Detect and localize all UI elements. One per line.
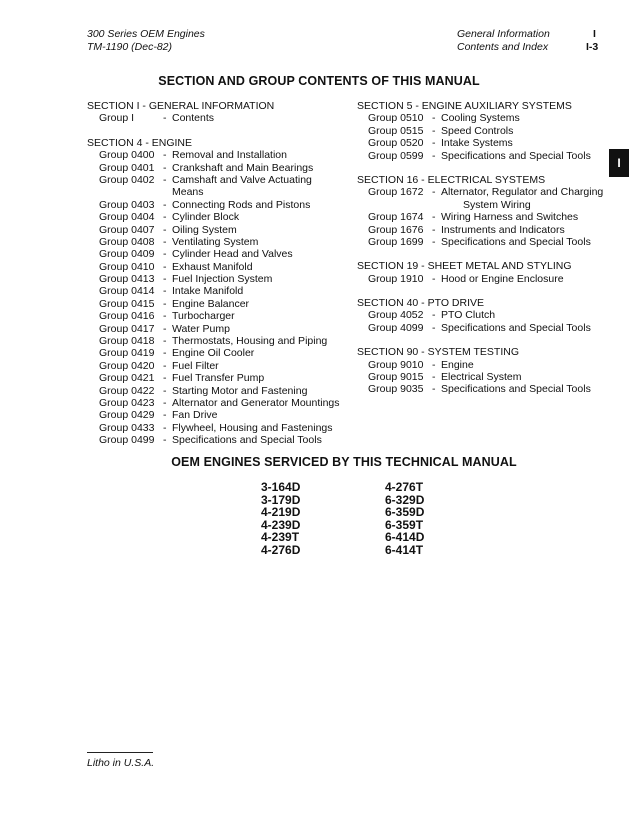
group-number: Group 0414	[99, 285, 155, 298]
dash-separator: -	[163, 149, 167, 162]
engine-model: 6-414D	[385, 530, 425, 545]
group-number: Group 0404	[99, 211, 155, 224]
engine-model: 6-359D	[385, 505, 425, 520]
group-number: Group 0400	[99, 149, 155, 162]
group-title: Engine Balancer	[172, 297, 250, 310]
contents-row	[357, 112, 607, 124]
group-title-continued: Means	[172, 186, 204, 199]
group-number: Group 0408	[99, 235, 155, 248]
group-number: Group 0403	[99, 198, 155, 211]
group-title: Speed Controls	[441, 124, 514, 137]
contents-row-continuation	[87, 186, 347, 198]
group-title: Oiling System	[172, 223, 237, 236]
contents-row	[87, 323, 347, 335]
group-title: Turbocharger	[172, 310, 235, 323]
dash-separator: -	[163, 310, 167, 323]
group-title: Electrical System	[441, 371, 522, 384]
group-number: Group 0520	[368, 137, 424, 150]
group-number: Group 4099	[368, 321, 424, 334]
section-heading: SECTION 16 - ELECTRICAL SYSTEMS	[357, 173, 546, 186]
group-number: Group 0423	[99, 396, 155, 409]
dash-separator: -	[163, 235, 167, 248]
dash-separator: -	[432, 358, 436, 371]
right-contents-column	[357, 100, 607, 396]
group-title: Flywheel, Housing and Fastenings	[172, 421, 333, 434]
group-number: Group 0515	[368, 124, 424, 137]
group-title: Engine	[441, 358, 474, 371]
group-number: Group 1699	[368, 235, 424, 248]
contents-row	[87, 347, 347, 359]
group-number: Group 0417	[99, 322, 155, 335]
group-title: Thermostats, Housing and Piping	[172, 335, 328, 348]
contents-row	[357, 125, 607, 137]
dash-separator: -	[163, 223, 167, 236]
group-title: Contents	[172, 112, 215, 125]
header-manual-number: TM-1190 (Dec-82)	[87, 41, 172, 53]
group-number: Group 0510	[368, 112, 424, 125]
group-title: Hood or Engine Enclosure	[441, 272, 564, 285]
dash-separator: -	[432, 149, 436, 162]
contents-row	[87, 224, 347, 236]
contents-row	[357, 224, 607, 236]
section-heading: SECTION 40 - PTO DRIVE	[357, 297, 484, 310]
contents-row	[87, 112, 347, 124]
contents-row	[357, 137, 607, 149]
engine-model: 6-414T	[385, 542, 424, 557]
contents-row	[87, 409, 347, 421]
group-title: Starting Motor and Fastening	[172, 384, 308, 397]
group-title: Intake Manifold	[172, 285, 244, 298]
contents-row	[87, 335, 347, 347]
dash-separator: -	[432, 235, 436, 248]
dash-separator: -	[163, 173, 167, 186]
contents-row	[357, 150, 607, 162]
dash-separator: -	[163, 372, 167, 385]
dash-separator: -	[163, 347, 167, 360]
dash-separator: -	[163, 161, 167, 174]
contents-row	[87, 248, 347, 260]
group-number: Group 0407	[99, 223, 155, 236]
group-title: Removal and Installation	[172, 149, 287, 162]
contents-row	[87, 273, 347, 285]
group-number: Group 0429	[99, 409, 155, 422]
group-number: Group 0419	[99, 347, 155, 360]
contents-row-continuation	[357, 199, 607, 211]
group-number: Group 0409	[99, 248, 155, 261]
group-title: Alternator, Regulator and Charging	[441, 186, 604, 199]
group-number: Group 0415	[99, 297, 155, 310]
dash-separator: -	[163, 297, 167, 310]
section-heading: SECTION 5 - ENGINE AUXILIARY SYSTEMS	[357, 100, 572, 112]
header-section-mark: I	[593, 28, 596, 40]
engine-model: 4-219D	[261, 505, 301, 520]
contents-row	[87, 372, 347, 384]
group-title: Cylinder Head and Valves	[172, 248, 293, 261]
group-title: Specifications and Special Tools	[441, 321, 591, 334]
dash-separator: -	[163, 359, 167, 372]
group-title: Instruments and Indicators	[441, 223, 565, 236]
dash-separator: -	[432, 309, 436, 322]
group-number: Group 1672	[368, 186, 424, 199]
dash-separator: -	[432, 383, 436, 396]
dash-separator: -	[163, 322, 167, 335]
contents-row	[87, 162, 347, 174]
contents-row	[357, 359, 607, 371]
contents-row	[357, 236, 607, 248]
footer-print-note: Litho in U.S.A.	[87, 757, 155, 769]
engine-model: 3-179D	[261, 492, 301, 507]
contents-row	[87, 174, 347, 186]
dash-separator: -	[163, 112, 167, 125]
dash-separator: -	[163, 285, 167, 298]
group-title: Engine Oil Cooler	[172, 347, 255, 360]
contents-row	[87, 285, 347, 297]
dash-separator: -	[163, 434, 167, 447]
engine-model: 4-276T	[385, 480, 424, 494]
group-title: Water Pump	[172, 322, 230, 335]
group-number: Group 0433	[99, 421, 155, 434]
group-number: Group 0410	[99, 260, 155, 273]
contents-row	[87, 360, 347, 372]
engine-model: 6-329D	[385, 492, 425, 507]
group-number: Group 0416	[99, 310, 155, 323]
group-title: Cylinder Block	[172, 211, 240, 224]
dash-separator: -	[163, 273, 167, 286]
group-number: Group 1676	[368, 223, 424, 236]
group-number: Group 1910	[368, 272, 424, 285]
group-title: Connecting Rods and Pistons	[172, 198, 311, 211]
dash-separator: -	[432, 211, 436, 224]
contents-row	[87, 434, 347, 446]
section-heading: SECTION I - GENERAL INFORMATION	[87, 100, 275, 112]
engine-model: 6-359T	[385, 517, 424, 532]
section-tab-marker: I	[609, 149, 629, 177]
group-title: Specifications and Special Tools	[441, 235, 591, 248]
header-page-number: I-3	[586, 41, 599, 53]
group-number: Group 1674	[368, 211, 424, 224]
dash-separator: -	[432, 272, 436, 285]
group-title: PTO Clutch	[441, 309, 496, 322]
contents-row	[87, 199, 347, 211]
contents-row	[87, 149, 347, 161]
group-title: Specifications and Special Tools	[172, 434, 322, 447]
contents-row	[357, 211, 607, 223]
engine-models-column-1	[261, 481, 300, 557]
contents-row	[357, 273, 607, 285]
page-title: SECTION AND GROUP CONTENTS OF THIS MANUAL	[158, 74, 480, 88]
dash-separator: -	[432, 112, 436, 125]
contents-row	[87, 310, 347, 322]
group-number: Group 9015	[368, 371, 424, 384]
dash-separator: -	[163, 409, 167, 422]
engines-title: OEM ENGINES SERVICED BY THIS TECHNICAL MANUAL	[171, 455, 517, 469]
group-title: Exhaust Manifold	[172, 260, 253, 273]
group-number: Group I	[99, 112, 135, 125]
dash-separator: -	[163, 198, 167, 211]
group-title: Ventilating System	[172, 235, 259, 248]
group-number: Group 9035	[368, 383, 424, 396]
dash-separator: -	[432, 371, 436, 384]
group-title: Camshaft and Valve Actuating	[172, 173, 312, 186]
contents-row	[357, 309, 607, 321]
contents-row	[357, 371, 607, 383]
dash-separator: -	[163, 248, 167, 261]
group-title: Specifications and Special Tools	[441, 383, 591, 396]
header-subsection-name: Contents and Index	[457, 41, 549, 53]
group-title: Fuel Injection System	[172, 273, 273, 286]
dash-separator: -	[432, 186, 436, 199]
dash-separator: -	[163, 396, 167, 409]
group-number: Group 0420	[99, 359, 155, 372]
dash-separator: -	[432, 223, 436, 236]
group-number: Group 0402	[99, 173, 155, 186]
engine-model: 3-164D	[261, 480, 301, 494]
contents-row	[87, 261, 347, 273]
header-manual-title: 300 Series OEM Engines	[87, 28, 205, 40]
group-number: Group 9010	[368, 358, 424, 371]
group-title: Cooling Systems	[441, 112, 520, 125]
group-number: Group 0421	[99, 372, 155, 385]
contents-row	[87, 422, 347, 434]
contents-row	[87, 385, 347, 397]
left-contents-column	[87, 100, 347, 447]
group-title: Specifications and Special Tools	[441, 149, 591, 162]
engine-model: 4-239T	[261, 530, 300, 545]
dash-separator: -	[432, 124, 436, 137]
group-title: Fan Drive	[172, 409, 218, 422]
group-number: Group 0401	[99, 161, 155, 174]
engine-model: 4-239D	[261, 517, 301, 532]
dash-separator: -	[163, 211, 167, 224]
contents-row	[87, 298, 347, 310]
contents-row	[87, 236, 347, 248]
dash-separator: -	[432, 321, 436, 334]
contents-row	[87, 211, 347, 223]
contents-row	[87, 397, 347, 409]
footer-rule	[87, 752, 153, 753]
dash-separator: -	[163, 384, 167, 397]
group-title: Fuel Transfer Pump	[172, 372, 265, 385]
group-number: Group 0413	[99, 273, 155, 286]
group-title: Fuel Filter	[172, 359, 219, 372]
group-number: Group 0422	[99, 384, 155, 397]
group-number: Group 0599	[368, 149, 424, 162]
section-heading: SECTION 19 - SHEET METAL AND STYLING	[357, 260, 572, 273]
group-title: Wiring Harness and Switches	[441, 211, 579, 224]
dash-separator: -	[163, 335, 167, 348]
header-section-name: General Information	[457, 28, 550, 40]
group-title: Crankshaft and Main Bearings	[172, 161, 314, 174]
contents-row	[357, 322, 607, 334]
contents-row	[357, 186, 607, 198]
group-title-continued: System Wiring	[463, 198, 531, 211]
group-number: Group 0418	[99, 335, 155, 348]
contents-row	[357, 383, 607, 395]
group-title: Intake Systems	[441, 137, 513, 150]
engine-model: 4-276D	[261, 542, 301, 557]
section-heading: SECTION 90 - SYSTEM TESTING	[357, 346, 520, 359]
dash-separator: -	[163, 260, 167, 273]
group-title: Alternator and Generator Mountings	[172, 396, 340, 409]
group-number: Group 0499	[99, 434, 155, 447]
dash-separator: -	[163, 421, 167, 434]
engine-models-column-2	[385, 481, 424, 557]
section-heading: SECTION 4 - ENGINE	[87, 136, 193, 149]
dash-separator: -	[432, 137, 436, 150]
group-number: Group 4052	[368, 309, 424, 322]
